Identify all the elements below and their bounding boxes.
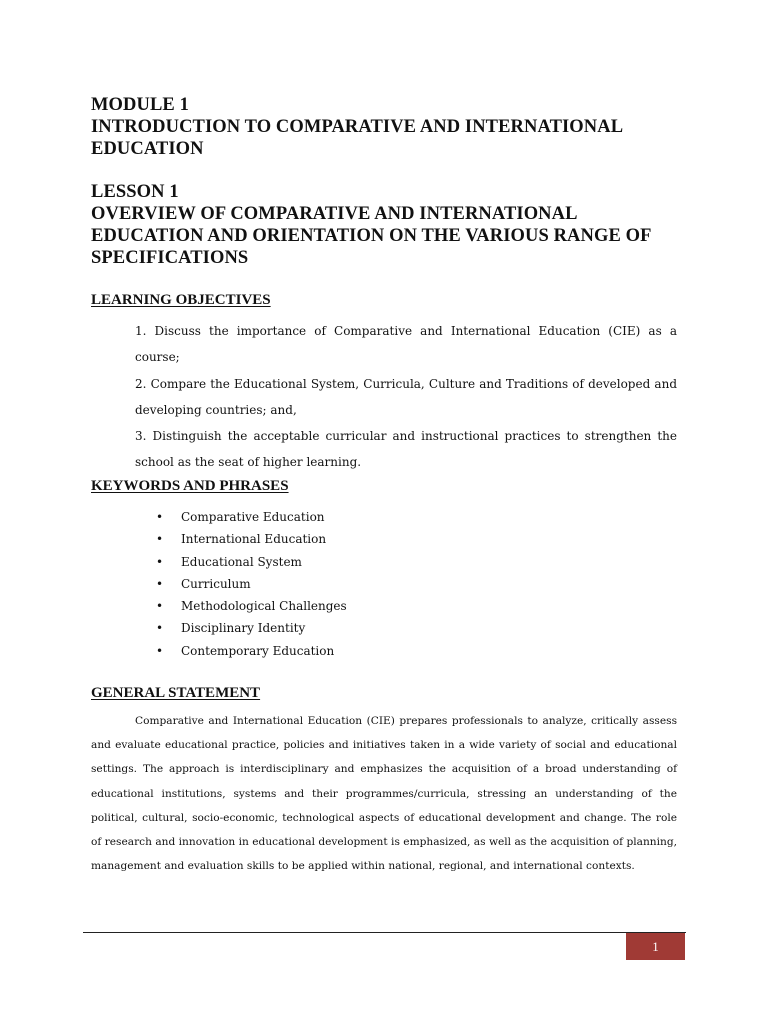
learning-objectives-title: LEARNING OBJECTIVES (91, 292, 271, 308)
footer-divider (83, 932, 686, 933)
objective-item: 3. Distinguish the acceptable curricular and instructional practices to strengthen the school as the seat of higher learning. (135, 429, 677, 470)
keyword-label: Curriculum (181, 576, 251, 591)
bullet-icon: • (156, 643, 164, 658)
lesson-number: LESSON 1 (91, 182, 179, 202)
keyword-label: Methodological Challenges (181, 599, 347, 614)
keyword-item (150, 573, 347, 595)
keyword-label: Disciplinary Identity (181, 621, 306, 636)
keyword-label: International Education (181, 532, 327, 547)
lesson-title-line-1: OVERVIEW OF COMPARATIVE AND INTERNATIONAL (91, 204, 578, 224)
objective-item: 1. Discuss the importance of Comparative and International Education (CIE) as a course; (135, 324, 677, 365)
keywords-list (150, 506, 347, 662)
page-number-badge: 1 (626, 933, 685, 960)
keyword-label: Comparative Education (181, 510, 325, 524)
general-statement-title: GENERAL STATEMENT (91, 685, 261, 701)
keyword-item (150, 528, 347, 550)
bullet-icon: • (156, 621, 164, 636)
bullet-icon: • (156, 599, 164, 614)
lesson-title-line-2: EDUCATION AND ORIENTATION ON THE VARIOUS RANGE OF (91, 226, 652, 246)
general-statement-body: Comparative and International Education (CIE) prepares professionals to analyze, critically assess and evaluate educational practice, policies and initiatives taken in a wide variety of social and educational settings. The approach is interdisciplinary and emphasizes the acquisition of a broad understanding of educational institutions, systems and their programmes/curricula, stressing an understanding of the political, cultural, socio-economic, technological aspects of educational development and change. The role of research and innovation in educational development is emphasized, as well as the acquisition of planning, management and evaluation skills to be applied within national, regional, and international contexts. (91, 715, 677, 873)
keyword-item (150, 551, 347, 573)
keyword-item (150, 506, 347, 528)
keyword-item (150, 595, 347, 617)
module-number: MODULE 1 (91, 95, 189, 115)
keyword-item (150, 617, 347, 639)
module-title-line-2: EDUCATION (91, 139, 204, 159)
module-heading (91, 94, 691, 160)
keyword-item (150, 640, 347, 662)
bullet-icon: • (156, 510, 164, 524)
bullet-icon: • (156, 554, 164, 569)
bullet-icon: • (156, 576, 164, 591)
keyword-label: Educational System (181, 554, 302, 569)
learning-objectives-list (135, 318, 677, 476)
bullet-icon: • (156, 532, 164, 547)
lesson-title-line-3: SPECIFICATIONS (91, 248, 249, 268)
keyword-label: Contemporary Education (181, 643, 335, 658)
lesson-heading (91, 181, 691, 269)
keywords-title: KEYWORDS AND PHRASES (91, 478, 289, 494)
objective-item: 2. Compare the Educational System, Curricula, Culture and Traditions of developed and developing countries; and, (135, 376, 677, 417)
module-title-line-1: INTRODUCTION TO COMPARATIVE AND INTERNATIONAL (91, 117, 624, 137)
